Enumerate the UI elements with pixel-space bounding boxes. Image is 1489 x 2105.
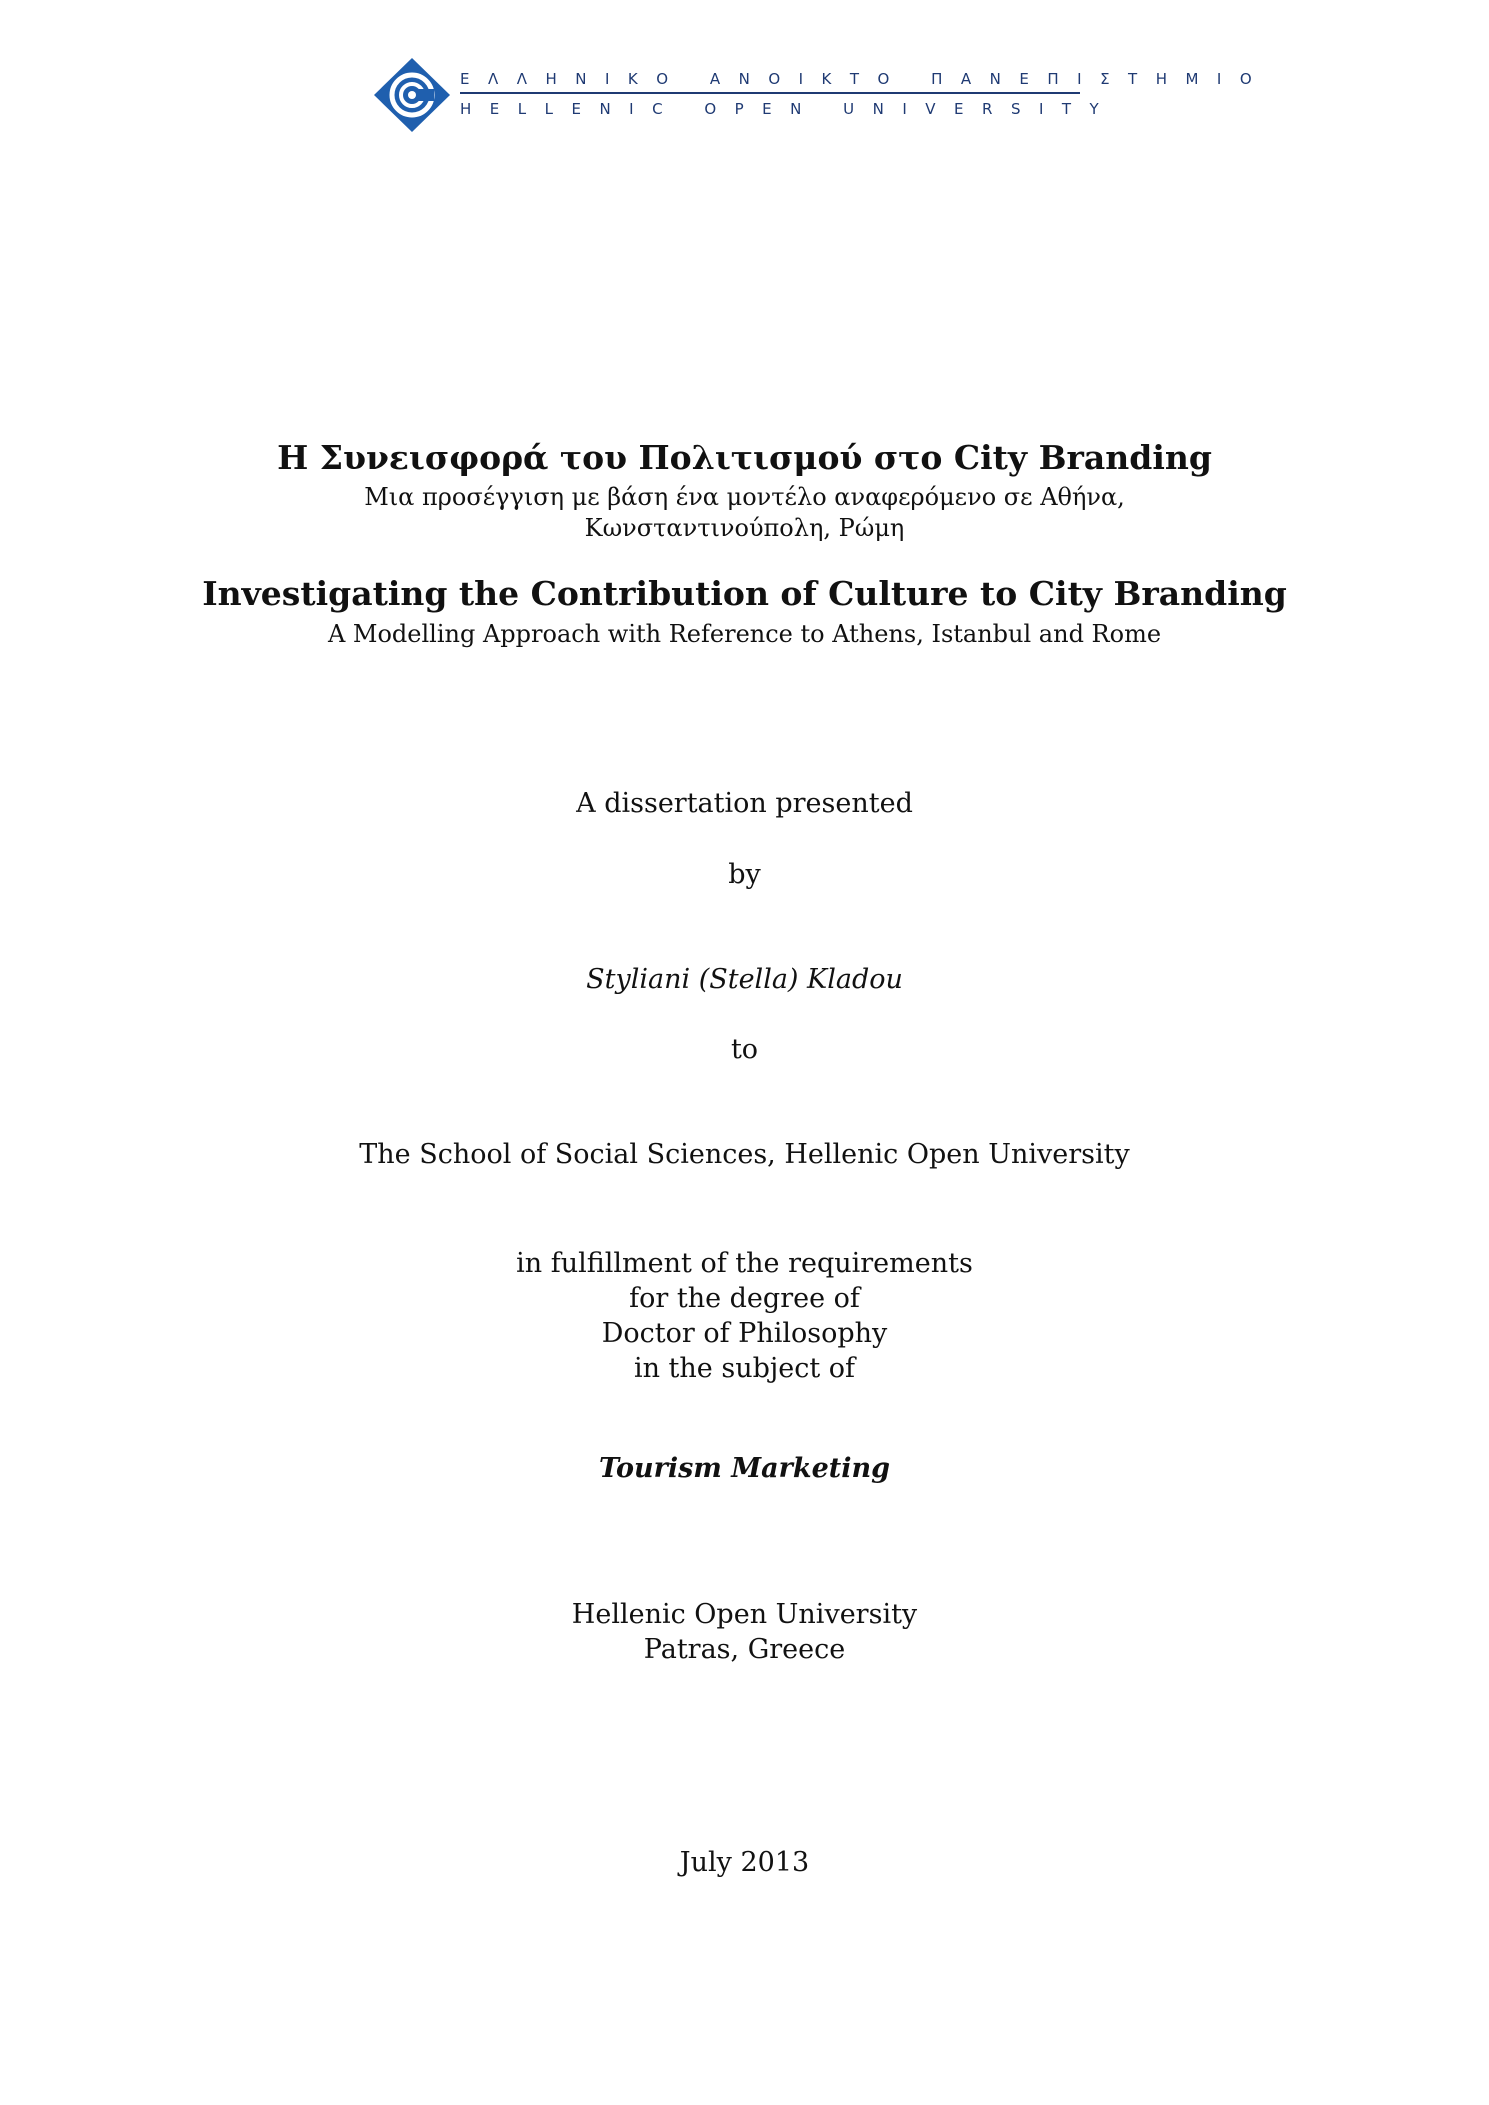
- logo-english-text: HELLENIC OPEN UNIVERSITY: [460, 100, 1118, 118]
- greek-subtitle-line-2: Κωνσταντινούπολη, Ρώμη: [584, 514, 905, 542]
- greek-title: Η Συνεισφορά του Πολιτισμού στο City Branding: [277, 438, 1212, 477]
- university-logo: [372, 56, 1271, 134]
- institution-block: [0, 1597, 1489, 1667]
- greek-subtitle: [0, 482, 1489, 544]
- date-line: July 2013: [679, 1847, 810, 1878]
- logo-greek-text: ΕΛΛΗΝΙΚΟ ΑΝΟΙΚΤΟ ΠΑΝΕΠΙΣΤΗΜΙΟ: [460, 70, 1271, 88]
- requirements-block: [0, 1246, 1489, 1386]
- requirements-line-4: in the subject of: [633, 1353, 856, 1384]
- to-line: to: [730, 1034, 759, 1065]
- school-name: The School of Social Sciences, Hellenic Open University: [359, 1139, 1130, 1170]
- author-name: Styliani (Stella) Kladou: [586, 964, 903, 995]
- greek-subtitle-line-1: Μια προσέγγιση με βάση ένα μοντέλο αναφερόμενο σε Αθήνα,: [364, 483, 1125, 511]
- requirements-line-2: for the degree of: [629, 1283, 860, 1314]
- logo-emblem-icon: [372, 56, 452, 134]
- institution-name: Hellenic Open University: [571, 1599, 918, 1630]
- by-line: by: [728, 859, 761, 890]
- requirements-line-1: in fulfillment of the requirements: [516, 1248, 973, 1279]
- presented-line: A dissertation presented: [576, 788, 913, 819]
- english-title: Investigating the Contribution of Culture to City Branding: [202, 574, 1287, 613]
- subject-name: Tourism Marketing: [598, 1453, 890, 1484]
- institution-location: Patras, Greece: [643, 1634, 846, 1665]
- requirements-line-3: Doctor of Philosophy: [601, 1318, 888, 1349]
- english-subtitle: A Modelling Approach with Reference to Athens, Istanbul and Rome: [327, 620, 1162, 648]
- logo-divider: [460, 92, 1080, 94]
